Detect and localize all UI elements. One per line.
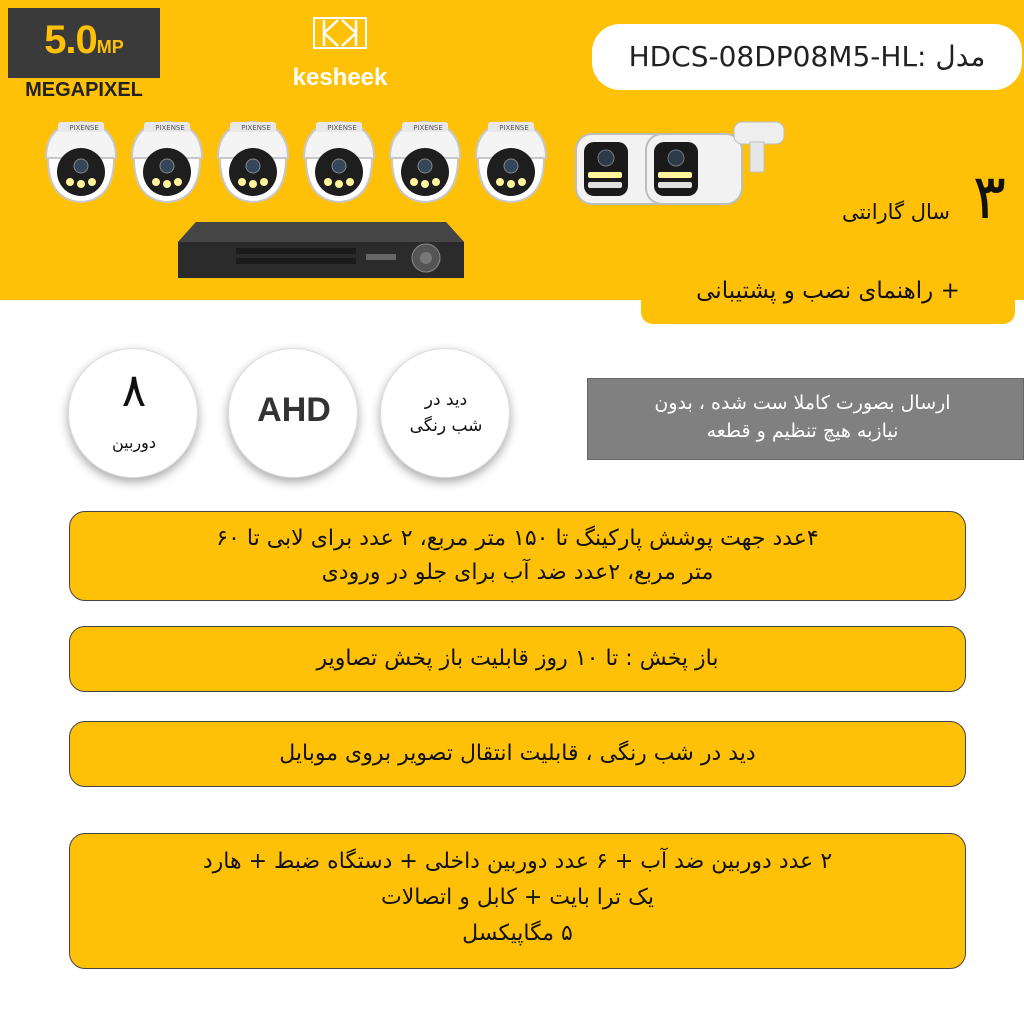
bullet-camera-icon bbox=[640, 112, 790, 212]
mobile-feature: دید در شب رنگی ، قابلیت انتقال تصویر بروی موبایل bbox=[69, 721, 966, 787]
dome-camera-icon bbox=[124, 118, 210, 208]
dvr-recorder-icon bbox=[176, 220, 466, 282]
coverage-line2: متر مربع، ۲عدد ضد آب برای جلو در ورودی bbox=[321, 560, 714, 585]
package-line3: ۵ مگاپیکسل bbox=[462, 921, 573, 946]
night-vision-circle bbox=[380, 348, 510, 478]
camera-count-label: دوربین bbox=[111, 433, 157, 452]
dome-camera-icon bbox=[382, 118, 468, 208]
ahd-label: AHD bbox=[257, 391, 331, 429]
camera-count-circle bbox=[68, 348, 198, 478]
dome-brand-text: PIXENSE bbox=[499, 124, 529, 132]
warranty-years: ۳ bbox=[972, 160, 1006, 233]
megapixel-label: MEGAPIXEL bbox=[8, 78, 160, 102]
dome-brand-text: PIXENSE bbox=[241, 124, 271, 132]
package-line1: ۲ عدد دوربین ضد آب + ۶ عدد دوربین داخلی + دستگاه ضبط + هارد bbox=[202, 849, 833, 874]
brand-name: kesheek bbox=[292, 64, 388, 91]
shipping-note-line2: نیازبه هیچ تنظیم و قطعه bbox=[706, 420, 899, 442]
playback-feature: باز پخش : تا ۱۰ روز قابلیت باز پخش تصاویر bbox=[69, 626, 966, 692]
megapixel-value: 5.0MP bbox=[44, 18, 124, 62]
dome-brand-text: PIXENSE bbox=[327, 124, 357, 132]
package-line2: یک ترا بایت + کابل و اتصالات bbox=[381, 885, 654, 910]
brand-logo bbox=[280, 12, 400, 92]
dome-brand-text: PIXENSE bbox=[155, 124, 185, 132]
warranty-info bbox=[790, 160, 1020, 252]
shipping-note bbox=[587, 378, 1024, 460]
dome-brand-text: PIXENSE bbox=[413, 124, 443, 132]
package-contents bbox=[69, 833, 966, 969]
megapixel-badge bbox=[8, 8, 160, 102]
model-label: مدل :HDCS-08DP08M5-HL bbox=[592, 24, 1022, 90]
camera-count-number: ۸ bbox=[121, 363, 147, 417]
dome-camera-icon bbox=[468, 118, 554, 208]
shipping-note-line1: ارسال بصورت کاملا ست شده ، بدون bbox=[654, 392, 951, 414]
ahd-circle bbox=[228, 348, 358, 478]
coverage-feature bbox=[69, 511, 966, 601]
dome-camera-icon bbox=[210, 118, 296, 208]
installation-guide-badge: + راهنمای نصب و پشتیبانی bbox=[641, 258, 1015, 324]
dome-camera-icon bbox=[296, 118, 382, 208]
brand-mark-icon bbox=[312, 12, 368, 52]
warranty-text: سال گارانتی bbox=[842, 200, 950, 224]
coverage-line1: ۴عدد جهت پوشش پارکینگ تا ۱۵۰ متر مربع، ۲ عدد برای لابی تا ۶۰ bbox=[216, 526, 819, 551]
night-vision-line2: شب رنگی bbox=[409, 416, 483, 436]
dome-brand-text: PIXENSE bbox=[69, 124, 99, 132]
dome-camera-icon bbox=[38, 118, 124, 208]
night-vision-line1: دید در bbox=[424, 390, 468, 410]
